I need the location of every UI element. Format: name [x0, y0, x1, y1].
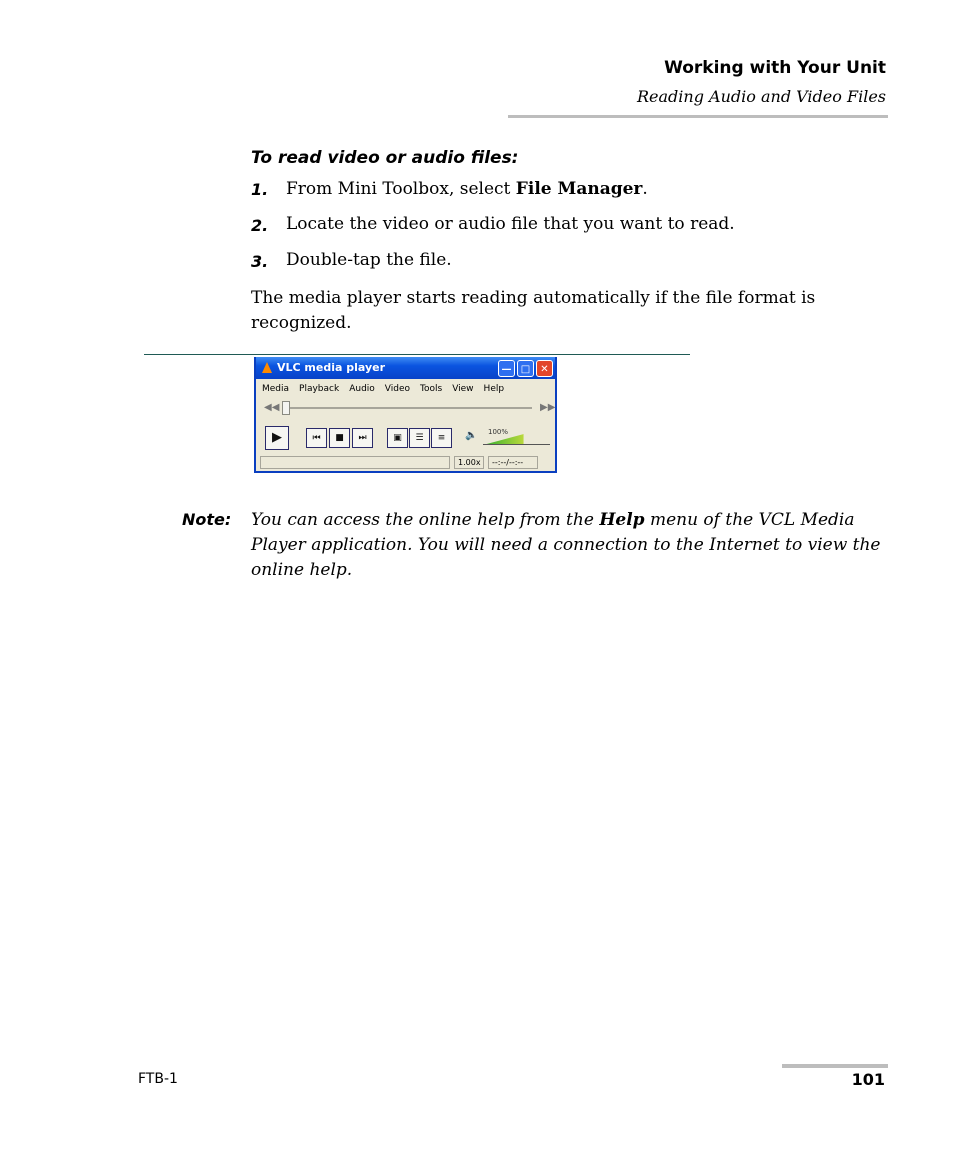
seek-handle[interactable]: [282, 401, 290, 415]
time-indicator: --:--/--:--: [488, 456, 538, 469]
step-text: Locate the video or audio file that you want to read.: [286, 214, 735, 234]
minimize-icon[interactable]: —: [498, 360, 515, 377]
procedure-title: To read video or audio files:: [251, 148, 519, 168]
equalizer-button[interactable]: ≡: [431, 428, 452, 448]
running-header-subtitle: Reading Audio and Video Files: [637, 87, 886, 106]
vlc-window-figure: [254, 357, 557, 473]
menu-help[interactable]: Help: [483, 384, 505, 394]
help-menu-reference: Help: [599, 510, 645, 530]
body-paragraph: The media player starts reading automatically if the file format is recognized.: [251, 288, 816, 333]
step-number: 3.: [251, 252, 269, 271]
footer-rule: [782, 1064, 888, 1068]
figure-rule: [144, 354, 690, 355]
close-icon[interactable]: ✕: [536, 360, 553, 377]
speaker-icon[interactable]: 🔈: [465, 430, 478, 441]
menu-playback[interactable]: Playback: [299, 384, 340, 394]
menu-view[interactable]: View: [452, 384, 474, 394]
menu-tools[interactable]: Tools: [420, 384, 443, 394]
running-header-title: Working with Your Unit: [664, 58, 886, 78]
vlc-menu-bar: [262, 384, 514, 394]
volume-label: 100%: [488, 428, 509, 436]
step-text: From Mini Toolbox, select File Manager.: [286, 179, 648, 199]
status-message: [260, 456, 450, 469]
speed-indicator: 1.00x: [454, 456, 484, 469]
menu-audio[interactable]: Audio: [349, 384, 375, 394]
menu-video[interactable]: Video: [384, 384, 411, 394]
stop-button[interactable]: ■: [329, 428, 350, 448]
next-button[interactable]: ⏭: [352, 428, 373, 448]
vlc-title-bar: [256, 357, 555, 379]
step-number: 2.: [251, 216, 269, 235]
note-text: You can access the online help from the Help menu of the VCL Media Player application. You will need a connection to the Internet to view the online help.: [251, 510, 881, 580]
menu-media[interactable]: Media: [262, 384, 290, 394]
fullscreen-button[interactable]: ▣: [387, 428, 408, 448]
vlc-cone-icon: [262, 362, 272, 373]
previous-button[interactable]: ⏮: [306, 428, 327, 448]
footer-product: FTB-1: [138, 1071, 178, 1087]
step-number: 1.: [251, 180, 269, 199]
menu-reference: File Manager: [515, 179, 643, 199]
seek-bar[interactable]: [282, 407, 532, 409]
maximize-icon[interactable]: □: [517, 360, 534, 377]
play-button[interactable]: ▶: [265, 426, 289, 450]
step-text: Double-tap the file.: [286, 250, 452, 270]
page-number: 101: [851, 1070, 885, 1089]
header-rule: [508, 115, 888, 118]
fast-forward-icon: ▶▶: [540, 402, 556, 413]
playlist-button[interactable]: ☰: [409, 428, 430, 448]
vlc-window-title: VLC media player: [277, 361, 386, 374]
note-label: Note:: [182, 510, 232, 529]
rewind-icon: ◀◀: [264, 402, 280, 413]
